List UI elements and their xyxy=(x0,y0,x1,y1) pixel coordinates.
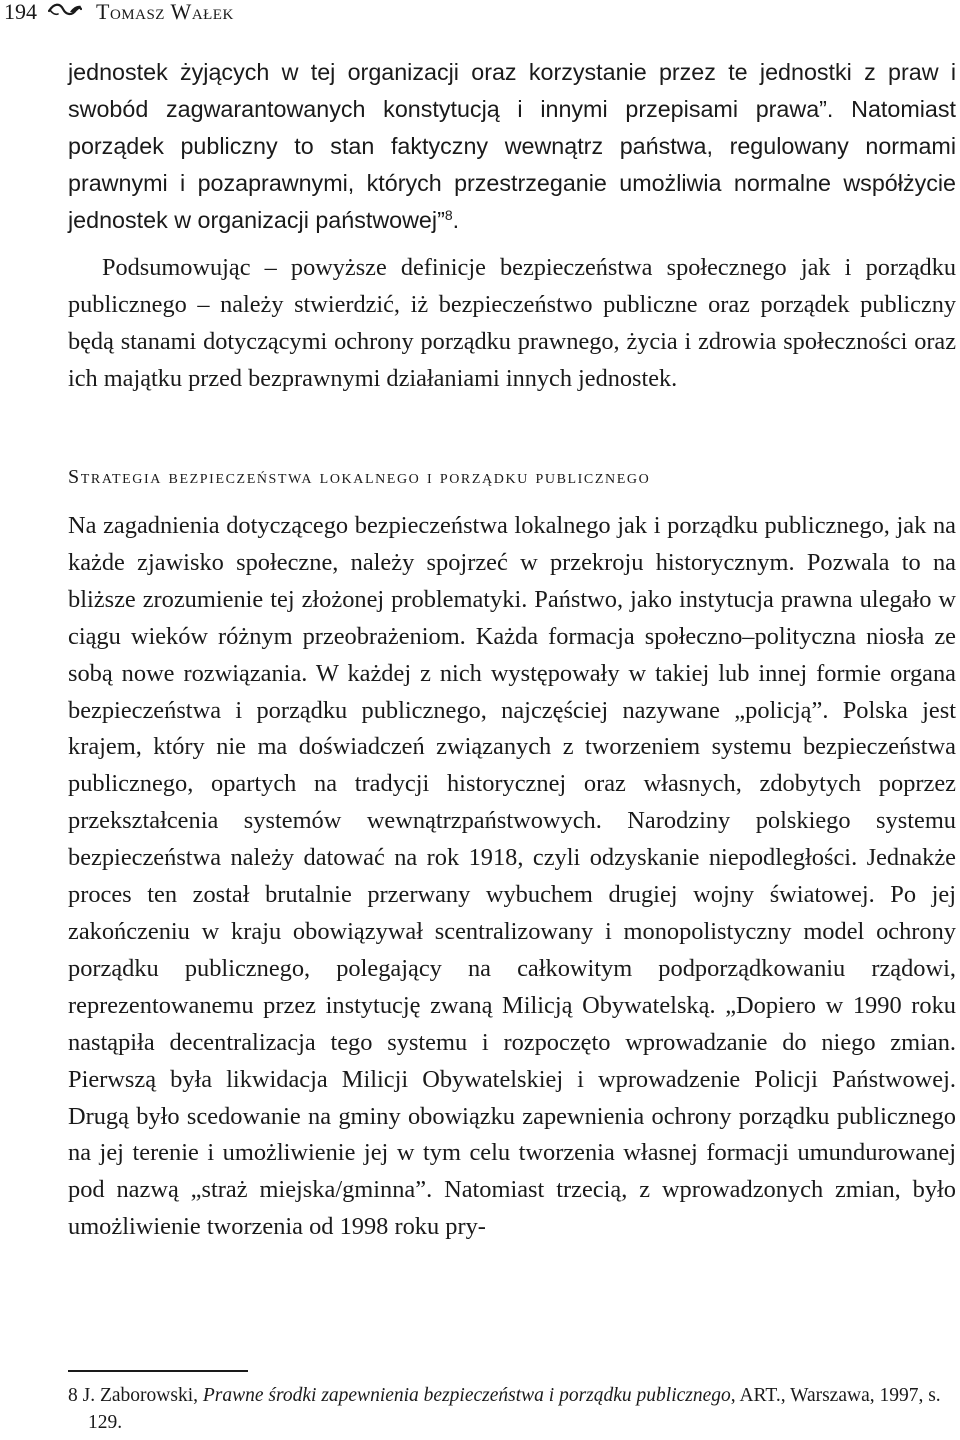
intro-text: jednostek żyjących w tej organizacji oraz korzystanie przez te jednostki z praw i swobód zagwarantowanych konstytucją i innymi przepisami prawa”. Natomiast porządek publiczny to stan faktyczny wewnątrz państwa, regulowany normami prawnymi i pozaprawnymi, których przestrzeganie umożliwia normalne współżycie jednostek w organizacji państwowej” xyxy=(68,59,956,233)
footnote-author: J. Zaborowski, xyxy=(82,1385,198,1406)
intro-tail: . xyxy=(452,206,460,233)
running-header xyxy=(0,0,960,34)
footnote-reference: 8 xyxy=(444,206,453,223)
intro-paragraph xyxy=(68,54,956,239)
leaf-ornament-icon xyxy=(48,1,82,19)
footnote-title: Prawne środki zapewnienia bezpieczeństwa i porządku publicznego xyxy=(202,1385,731,1406)
running-head-author: Tomasz Wałek xyxy=(96,0,234,24)
footnote-divider xyxy=(68,1370,248,1372)
section-body-paragraph: Na zagadnienia dotyczącego bezpieczeństwa lokalnego jak i porządku publicznego, jak na każde zjawisko społeczne, należy spojrzeć w przekroju historycznym. Pozwala to na bliższe zrozumienie tej złożonej problematyki. Państwo, jako instytucja prawna ulegało w ciągu wieków różnym przeobrażeniom. Każda formacja społeczno–polityczna niosła ze sobą nowe rozwiązania. W każdej z nich występowały w takiej lub innej formie organa bezpieczeństwa i porządku publicznego, najczęściej nazywane „policją”. Polska jest krajem, który nie ma doświadczeń związanych z tworzeniem systemu bezpieczeństwa publicznego, opartych na tradycji historycznej oraz własnych, zdobytych poprzez przekształcenia systemów wewnątrzpaństwowych. Narodziny polskiego systemu bezpieczeństwa należy datować na rok 1918, czyli odzyskanie niepodległości. Jednakże proces ten został brutalnie przerwany wybuchem drugiej wojny światowej. Po jej zakończeniu w kraju obowiązywał scentralizowany i monopolistyczny model ochrony porządku publicznego, polegający na całkowitym podporządkowaniu rządowi, reprezentowanemu przez instytucję zwaną Milicją Obywatelską. „Dopiero w 1990 roku nastąpiła decentralizacja tego systemu i rozpoczęto wprowadzanie do niego zmian. Pierwszą była likwidacja Milicji Obywatelskiej i wprowadzenie Policji Państwowej. Drugą było scedowanie na gminy obowiązku zapewnienia ochrony porządku publicznego na jej terenie i umożliwienie jej w tym celu tworzenia własnej formacji umundurowanej pod nazwą „straż miejska/gminna”. Natomiast trzecią, z wprowadzonych zmian, było umożliwienie tworzenia od 1998 roku pry- xyxy=(68,512,956,1241)
summary-paragraph: Podsumowując – powyższe definicje bezpieczeństwa społecznego jak i porządku publicznego – należy stwierdzić, iż bezpieczeństwo publiczne oraz porządek publiczny będą stanami dotyczącymi ochrony porządku prawnego, życia i zdrowia społeczności oraz ich majątku przed bezprawnymi działaniami innych jednostek. xyxy=(68,254,956,392)
page-number: 194 xyxy=(4,0,37,24)
footnote xyxy=(68,1382,960,1436)
footnote-number: 8 xyxy=(68,1385,78,1406)
section-heading: Strategia bezpieczeństwa lokalnego i porządku publicznego xyxy=(68,466,651,488)
footnote-details: , ART., Warszawa, 1997, s. 129. xyxy=(88,1385,941,1433)
